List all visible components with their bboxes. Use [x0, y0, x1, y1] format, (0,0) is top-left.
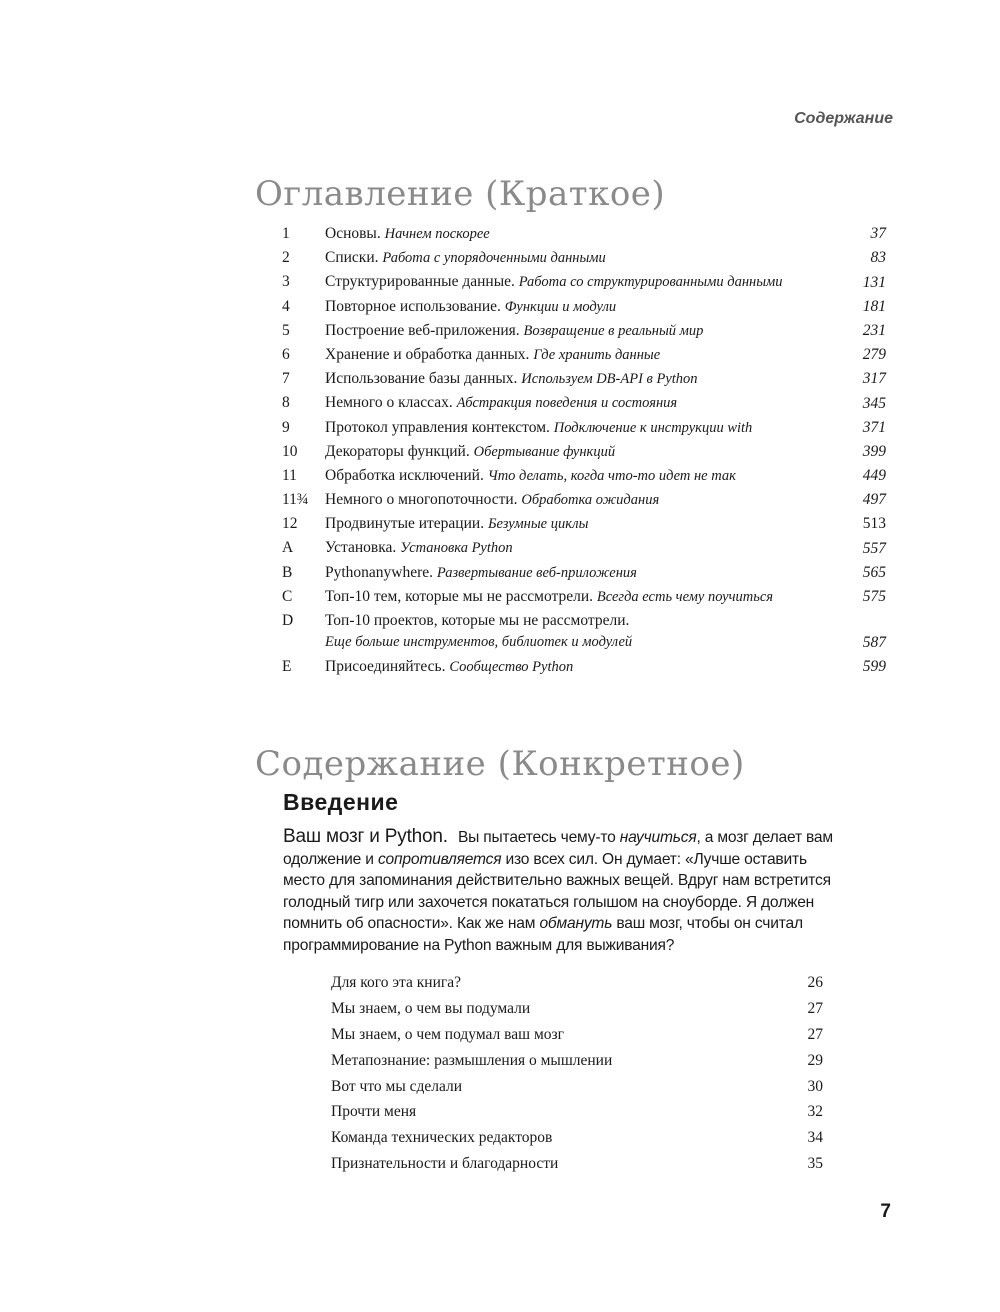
toc-chapter-title: Присоединяйтесь.: [325, 658, 446, 675]
sub-toc-page: 26: [807, 974, 823, 991]
sub-toc-title: Признательности и благодарности: [331, 1155, 559, 1173]
sub-toc-row[interactable]: [331, 1125, 823, 1151]
toc-chapter-title: Немного о классах.: [325, 394, 453, 412]
toc-chapter-title: Продвинутые итерации.: [325, 515, 485, 533]
toc-row[interactable]: [282, 367, 888, 391]
toc-entry-text: [325, 561, 888, 585]
toc-title: Оглавление (Краткое): [255, 174, 666, 214]
toc-page-number: 497: [862, 491, 886, 509]
toc-chapter-subtitle: Работа с упорядоченными данными: [382, 250, 606, 267]
page-number: 7: [880, 1201, 891, 1222]
toc-chapter-subtitle: Начнем поскорее: [384, 226, 490, 242]
toc-number: 4: [282, 297, 290, 315]
toc-chapter-title: Построение веб-приложения.: [325, 321, 520, 339]
toc-entry-text: [325, 391, 888, 415]
sub-toc-title: Мы знаем, о чем подумал ваш мозг: [331, 1025, 564, 1043]
toc-row[interactable]: [282, 295, 888, 319]
toc-page-number: 37: [870, 225, 886, 243]
sub-toc-title: Прочти меня: [331, 1103, 417, 1121]
toc-page-number: 575: [862, 588, 886, 605]
toc-chapter-title: Топ-10 тем, которые мы не рассмотрели.: [325, 587, 594, 605]
toc-chapter-subtitle: Используем DB-API в Python: [521, 371, 698, 388]
toc-chapter-subtitle: Что делать, когда что-то идет не так: [487, 467, 736, 484]
toc-entry-text: [325, 270, 888, 294]
toc-row[interactable]: [282, 222, 888, 246]
intro-text: изо всех сил. Он думает: «Лучше оставить место для запоминания действительно важных вещей. Вдруг нам встретится голодный тигр или захочется покататься голышом на сноуборде. Я должен помнить об опасности». Как же нам: [283, 850, 831, 933]
toc-chapter-subtitle: Еще больше инструментов, библиотек и модулей: [325, 634, 633, 650]
toc-row[interactable]: [282, 270, 888, 294]
sub-toc-row[interactable]: [331, 1048, 823, 1074]
toc-entry-text: [325, 343, 888, 367]
sub-toc-row[interactable]: [331, 1099, 823, 1125]
toc-entry-text: [325, 222, 888, 246]
toc-chapter-subtitle: Где хранить данные: [533, 346, 661, 363]
intro-text: Вы пытаетесь чему-то: [457, 829, 620, 846]
toc-page-number: 513: [862, 515, 886, 533]
toc-row[interactable]: [282, 536, 888, 560]
toc-chapter-title: Немного о многопоточности.: [325, 491, 518, 509]
toc-chapter-title: Основы.: [325, 225, 381, 242]
toc-entry-text: [325, 464, 888, 488]
toc-number: 8: [282, 394, 290, 412]
toc-page-number: 371: [862, 418, 886, 436]
toc-page-number: 565: [862, 563, 886, 581]
toc-list: [282, 222, 888, 679]
toc-chapter-subtitle: Работа со структурированными данными: [518, 274, 783, 291]
toc-chapter-subtitle: Сообщество Python: [449, 659, 574, 675]
sub-toc-title: Для кого эта книга?: [331, 974, 462, 991]
toc-number: 12: [282, 515, 298, 533]
intro-paragraph: [283, 826, 843, 957]
toc-chapter-title: Повторное использование.: [325, 297, 501, 315]
toc-entry-text: [325, 609, 888, 651]
toc-entry-text: [325, 655, 888, 679]
sub-toc-page: 27: [807, 1025, 823, 1043]
toc-chapter-title: Топ-10 проектов, которые мы не рассмотрели.: [325, 612, 630, 629]
sub-toc-row[interactable]: [331, 1151, 823, 1177]
sub-toc-page: 29: [807, 1051, 823, 1069]
toc-page-number: 399: [862, 442, 886, 460]
toc-row[interactable]: [282, 585, 888, 609]
toc-row[interactable]: [282, 464, 888, 488]
toc-number: 3: [282, 273, 290, 291]
toc-number: A: [282, 539, 294, 557]
toc-row[interactable]: [282, 512, 888, 536]
toc-chapter-subtitle: Развертывание веб-приложения: [436, 564, 637, 581]
sub-toc-row[interactable]: [331, 1074, 823, 1100]
intro-sub-toc: [331, 970, 823, 1177]
toc-chapter-title: Использование базы данных.: [325, 370, 518, 388]
toc-page-number: 83: [870, 249, 886, 267]
toc-page-number: 587: [862, 634, 886, 651]
toc-chapter-subtitle: Подключение к инструкции with: [553, 419, 753, 436]
toc-entry-text: [325, 512, 888, 536]
toc-number: E: [282, 658, 292, 675]
toc-entry-text: [325, 488, 888, 512]
toc-number: 7: [282, 370, 290, 388]
toc-entry-text: [325, 367, 888, 391]
toc-chapter-subtitle: Обертывание функций: [473, 443, 616, 460]
toc-entry-text: [325, 585, 888, 609]
toc-row[interactable]: [282, 391, 888, 415]
sub-toc-title: Команда технических редакторов: [331, 1129, 553, 1147]
toc-entry-text: [325, 536, 888, 560]
toc-page-number: 181: [862, 297, 886, 315]
toc-row[interactable]: [282, 319, 888, 343]
sub-toc-title: Вот что мы сделали: [331, 1077, 463, 1095]
toc-number: 5: [282, 321, 290, 339]
toc-page-number: 317: [862, 370, 886, 388]
toc-row[interactable]: [282, 440, 888, 464]
toc-entry-text: [325, 416, 888, 440]
toc-chapter-subtitle: Функции и модули: [504, 298, 617, 315]
toc-chapter-subtitle: Возвращение в реальный мир: [523, 322, 704, 339]
toc-chapter-subtitle: Безумные циклы: [487, 516, 589, 533]
toc-number: 2: [282, 249, 290, 267]
toc-chapter-subtitle: Обработка ожидания: [521, 492, 660, 509]
toc-page-number: 231: [862, 321, 886, 339]
intro-text: , а мозг делает вам одолжение и: [283, 829, 833, 868]
toc-chapter-title: Обработка исключений.: [325, 466, 484, 484]
toc-chapter-title: Установка.: [325, 539, 397, 557]
toc-row[interactable]: [282, 561, 888, 585]
intro-text: ваш мозг, чтобы он считал программирование на Python важным для выживания?: [283, 915, 803, 954]
toc-number: 6: [282, 345, 290, 363]
toc-number: D: [282, 612, 294, 629]
toc-row[interactable]: [282, 416, 888, 440]
toc-entry-text: [325, 319, 888, 343]
sub-toc-row[interactable]: [331, 1022, 823, 1048]
toc-chapter-subtitle: Абстракция поведения и состояния: [456, 395, 678, 412]
toc-row[interactable]: [282, 488, 888, 512]
sub-toc-row[interactable]: [331, 970, 823, 996]
running-header: Содержание: [794, 110, 893, 127]
toc-page-number: 449: [862, 467, 886, 485]
toc-page-number: 599: [862, 658, 886, 676]
toc-number: B: [282, 563, 293, 581]
toc-number: 11¾: [282, 491, 309, 509]
toc-number: C: [282, 587, 293, 605]
toc-entry-text: [325, 440, 888, 464]
toc-chapter-subtitle: Всегда есть чему поучиться: [596, 588, 774, 605]
toc-row[interactable]: [282, 343, 888, 367]
toc-number: 10: [282, 442, 298, 460]
toc-chapter-title: Pythonanywhere.: [325, 563, 434, 581]
intro-lead: Ваш мозг и Python.: [283, 826, 448, 847]
toc-page-number: 557: [862, 539, 886, 557]
toc-chapter-subtitle: Установка Python: [400, 540, 513, 557]
toc-chapter-title: Протокол управления контекстом.: [325, 418, 550, 436]
toc-page-number: 279: [862, 346, 886, 364]
sub-toc-row[interactable]: [331, 996, 823, 1022]
intro-emphasis: научиться: [619, 829, 697, 846]
toc-chapter-title: Списки.: [325, 249, 379, 267]
sub-toc-title: Метапознание: размышления о мышлении: [331, 1051, 613, 1069]
contents-title: Содержание (Конкретное): [255, 744, 745, 784]
toc-entry-text: [325, 295, 888, 319]
toc-page-number: 345: [862, 394, 886, 412]
toc-chapter-title: Структурированные данные.: [325, 273, 515, 291]
toc-chapter-title: Декораторы функций.: [325, 442, 470, 460]
intro-emphasis: обмануть: [539, 915, 613, 933]
intro-heading: Введение: [283, 789, 399, 815]
sub-toc-page: 27: [807, 999, 823, 1017]
sub-toc-title: Мы знаем, о чем вы подумали: [331, 999, 531, 1017]
sub-toc-page: 32: [807, 1103, 823, 1121]
toc-number: 1: [282, 225, 290, 242]
sub-toc-page: 30: [807, 1077, 823, 1095]
intro-emphasis: сопротивляется: [377, 850, 502, 868]
toc-number: 11: [282, 466, 297, 484]
toc-row[interactable]: [282, 246, 888, 270]
sub-toc-page: 35: [807, 1155, 823, 1173]
toc-row[interactable]: [282, 609, 888, 655]
toc-page-number: 131: [862, 273, 886, 291]
sub-toc-page: 34: [807, 1129, 823, 1147]
toc-number: 9: [282, 418, 290, 436]
toc-entry-text: [325, 246, 888, 270]
toc-chapter-title: Хранение и обработка данных.: [325, 345, 530, 363]
toc-row[interactable]: [282, 655, 888, 679]
